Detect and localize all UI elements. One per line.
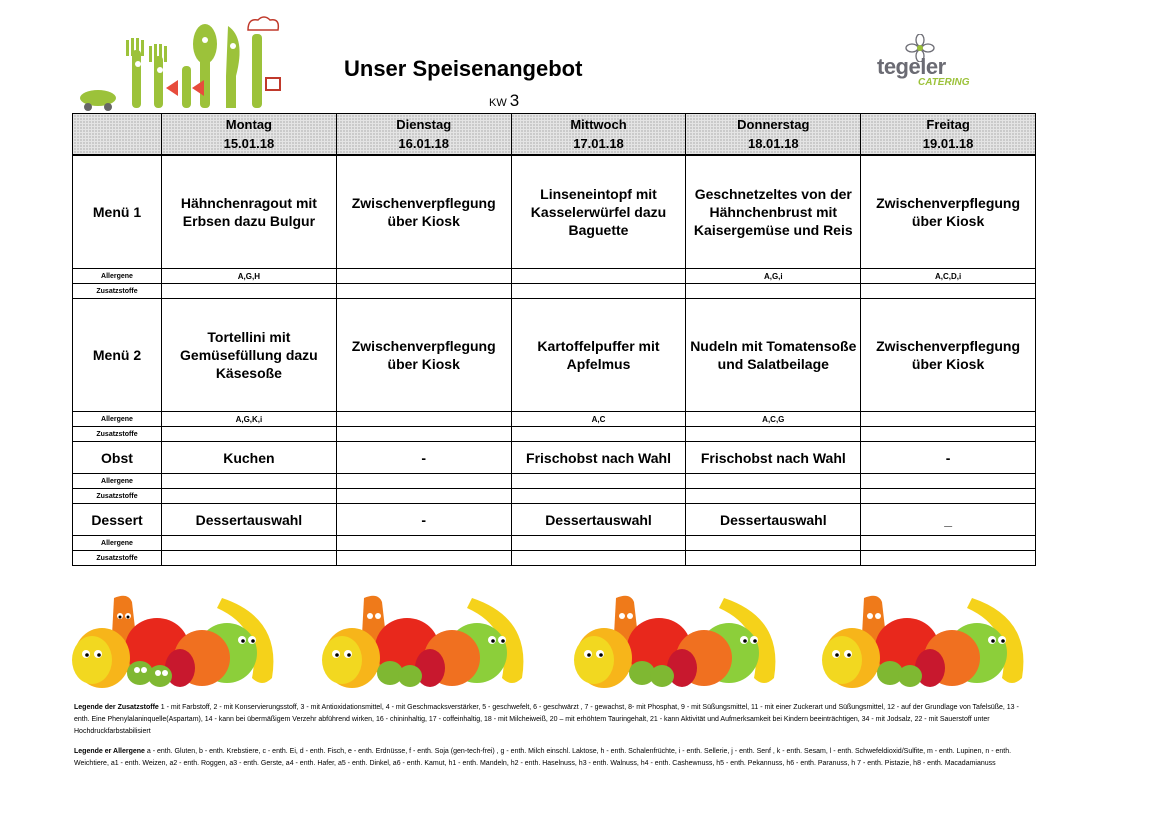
allergene-cell: A,G,i [686, 269, 861, 284]
dessert-row [73, 504, 1036, 536]
section-label: Menü 1 [73, 155, 162, 269]
calendar-week-label: KW [489, 97, 507, 109]
allergene-label: Allergene [73, 536, 162, 551]
menu1-row [73, 155, 1036, 269]
dish-cell: Dessertauswahl [511, 504, 686, 536]
day-header [861, 114, 1036, 156]
cutlery-family-logo [70, 16, 290, 112]
zusatzstoffe-cell [861, 427, 1036, 442]
allergene-row [73, 412, 1036, 427]
zusatzstoffe-cell [686, 284, 861, 299]
dish-cell: Zwischenverpflegung über Kiosk [861, 299, 1036, 412]
allergene-cell: A,G,K,i [162, 412, 337, 427]
allergene-cell [336, 536, 511, 551]
legend-zusatzstoffe-text: 1 - mit Farbstoff, 2 - mit Konservierungsstoff, 3 - mit Antioxidationsmittel, 4 - mit Geschmacksverstärker, 5 - geschwefelt, 6 - geschwärzt , 7 - gewachst, 8- mit Phosphat, 9 - mit Süßungsmittel, 11 - mit einer Zuckerart und Süßungsmittel, 12 - auf der Grundlage von Tafelsüße, 13 - enth. Eine Phenylalaninquelle(Aspartam), 14 - kann bei übermäßigem Verzehr abführend wirken, 16 - chininhaltig, 17 - coffeinhaltig, 18 - mit Milcheiweiß, 20 – mit erhöhtem Tauringehalt, 21 - kann Aktivität und Aufmerksamkeit bei Kindern beeinträchtigen, 34 - mit Jodsalz, 22 - mit Sauerstoff unter Hochdruckfarbstabilisiert [74, 704, 1019, 735]
brand-sub: CATERING [918, 77, 970, 88]
zusatzstoffe-cell [336, 551, 511, 566]
allergene-cell [861, 536, 1036, 551]
zusatzstoffe-cell [861, 489, 1036, 504]
day-name: Mittwoch [570, 117, 627, 132]
day-date: 17.01.18 [573, 136, 624, 151]
page-title: Unser Speisenangebot [344, 56, 583, 81]
dish-cell: Zwischenverpflegung über Kiosk [336, 155, 511, 269]
zusatzstoffe-cell [162, 284, 337, 299]
allergene-row [73, 269, 1036, 284]
day-header [511, 114, 686, 156]
day-date: 15.01.18 [223, 136, 275, 151]
dish-cell: Kuchen [162, 442, 337, 474]
day-name: Freitag [926, 117, 970, 132]
allergene-label: Allergene [73, 269, 162, 284]
allergene-row [73, 536, 1036, 551]
legend-allergene-text: a - enth. Gluten, b - enth. Krebstiere, c - enth. Ei, d - enth. Fisch, e - enth. Erdnüsse, f - enth. Soja (gen-tech-frei) , g - enth. Milch einschl. Laktose, h - enth. Schalenfrüchte, i - enth. Sellerie, j - enth. Senf , k - enth. Sesam, l - enth. Schwefeldioxid/Sulfite, m - enth. Lupinen, n - enth. Weichtiere, a1 - enth. Weizen, a2 - enth. Roggen, a3 - enth. Gerste, a4 - enth. Hafer, a5 - enth. Dinkel, a6 - enth. Kamut, h1 - enth. Mandeln, h2 - enth. Haselnuss, h3 - enth. Walnuss, h4 - enth. Cashewnuss, h5 - enth. Pekannuss, h6 - enth. Paranuss, h 7 - enth. Pistazie, h8 - enth. Macadamianuss [74, 748, 1012, 767]
allergene-label: Allergene [73, 474, 162, 489]
dish-cell: Zwischenverpflegung über Kiosk [336, 299, 511, 412]
menu2-row [73, 299, 1036, 412]
day-header [162, 114, 337, 156]
day-header [686, 114, 861, 156]
day-header-row [73, 114, 1036, 156]
fruit-illustration [822, 588, 1037, 693]
dish-cell: Nudeln mit Tomatensoße und Salatbeilage [686, 299, 861, 412]
allergene-cell [686, 536, 861, 551]
dish-cell: - [336, 442, 511, 474]
zusatzstoffe-cell [336, 284, 511, 299]
dish-cell: Frischobst nach Wahl [686, 442, 861, 474]
zusatzstoffe-row [73, 284, 1036, 299]
day-date: 18.01.18 [747, 136, 799, 151]
zusatzstoffe-row [73, 551, 1036, 566]
brand-logo [872, 34, 992, 94]
zusatzstoffe-cell [511, 284, 686, 299]
calendar-week-number: 3 [509, 91, 520, 110]
day-name: Montag [225, 117, 272, 132]
allergene-cell: A,C [511, 412, 686, 427]
corner-cell [73, 114, 162, 156]
zusatzstoffe-cell [686, 489, 861, 504]
zusatzstoffe-cell [336, 489, 511, 504]
zusatzstoffe-cell [511, 551, 686, 566]
allergene-cell [511, 474, 686, 489]
fruit-illustration [322, 588, 537, 693]
allergene-cell [162, 474, 337, 489]
allergene-cell: A,C,D,i [861, 269, 1036, 284]
zusatzstoffe-label: Zusatzstoffe [73, 551, 162, 566]
zusatzstoffe-cell [162, 551, 337, 566]
obst-row [73, 442, 1036, 474]
zusatzstoffe-cell [162, 489, 337, 504]
zusatzstoffe-row [73, 489, 1036, 504]
brand-name: tegeler [877, 54, 946, 79]
dish-cell: Frischobst nach Wahl [511, 442, 686, 474]
day-name: Donnerstag [737, 117, 810, 132]
legend-allergene-title: Legende er Allergene [74, 748, 145, 755]
zusatzstoffe-label: Zusatzstoffe [73, 284, 162, 299]
allergene-cell [511, 536, 686, 551]
fruit-illustration [574, 588, 789, 693]
zusatzstoffe-label: Zusatzstoffe [73, 427, 162, 442]
menu-table [72, 113, 1036, 566]
dish-cell: Geschnetzeltes von der Hähnchenbrust mit Kaisergemüse und Reis [686, 155, 861, 269]
dish-cell: Tortellini mit Gemüsefüllung dazu Käsesoße [162, 299, 337, 412]
day-header [336, 114, 511, 156]
dish-cell: Hähnchenragout mit Erbsen dazu Bulgur [162, 155, 337, 269]
dish-cell: Dessertauswahl [686, 504, 861, 536]
dish-cell: Zwischenverpflegung über Kiosk [861, 155, 1036, 269]
allergene-row [73, 474, 1036, 489]
zusatzstoffe-cell [861, 284, 1036, 299]
dish-cell: Dessertauswahl [162, 504, 337, 536]
zusatzstoffe-cell [162, 427, 337, 442]
section-label: Obst [73, 442, 162, 474]
calendar-week [489, 91, 519, 111]
day-date: 16.01.18 [398, 136, 449, 151]
allergene-cell [861, 412, 1036, 427]
day-name: Dienstag [396, 117, 452, 132]
dish-cell: - [861, 442, 1036, 474]
zusatzstoffe-cell [511, 489, 686, 504]
legend-zusatzstoffe [74, 702, 1034, 738]
zusatzstoffe-row [73, 427, 1036, 442]
allergene-cell [162, 536, 337, 551]
dish-cell: _ [861, 504, 1036, 536]
allergene-cell [336, 412, 511, 427]
allergene-cell: A,C,G [686, 412, 861, 427]
dish-cell: Linseneintopf mit Kasselerwürfel dazu Baguette [511, 155, 686, 269]
zusatzstoffe-cell [511, 427, 686, 442]
zusatzstoffe-cell [686, 427, 861, 442]
allergene-cell [511, 269, 686, 284]
allergene-cell [336, 269, 511, 284]
dish-cell: Kartoffelpuffer mit Apfelmus [511, 299, 686, 412]
allergene-cell [336, 474, 511, 489]
zusatzstoffe-label: Zusatzstoffe [73, 489, 162, 504]
zusatzstoffe-cell [686, 551, 861, 566]
allergene-label: Allergene [73, 412, 162, 427]
allergene-cell: A,G,H [162, 269, 337, 284]
section-label: Menü 2 [73, 299, 162, 412]
allergene-cell [861, 474, 1036, 489]
legend-allergene [74, 746, 1034, 770]
zusatzstoffe-cell [861, 551, 1036, 566]
section-label: Dessert [73, 504, 162, 536]
fruit-illustration [72, 588, 287, 693]
allergene-cell [686, 474, 861, 489]
day-date: 19.01.18 [922, 136, 974, 151]
dish-cell: - [336, 504, 511, 536]
legend-zusatzstoffe-title: Legende der Zusatzstoffe [74, 704, 159, 711]
zusatzstoffe-cell [336, 427, 511, 442]
